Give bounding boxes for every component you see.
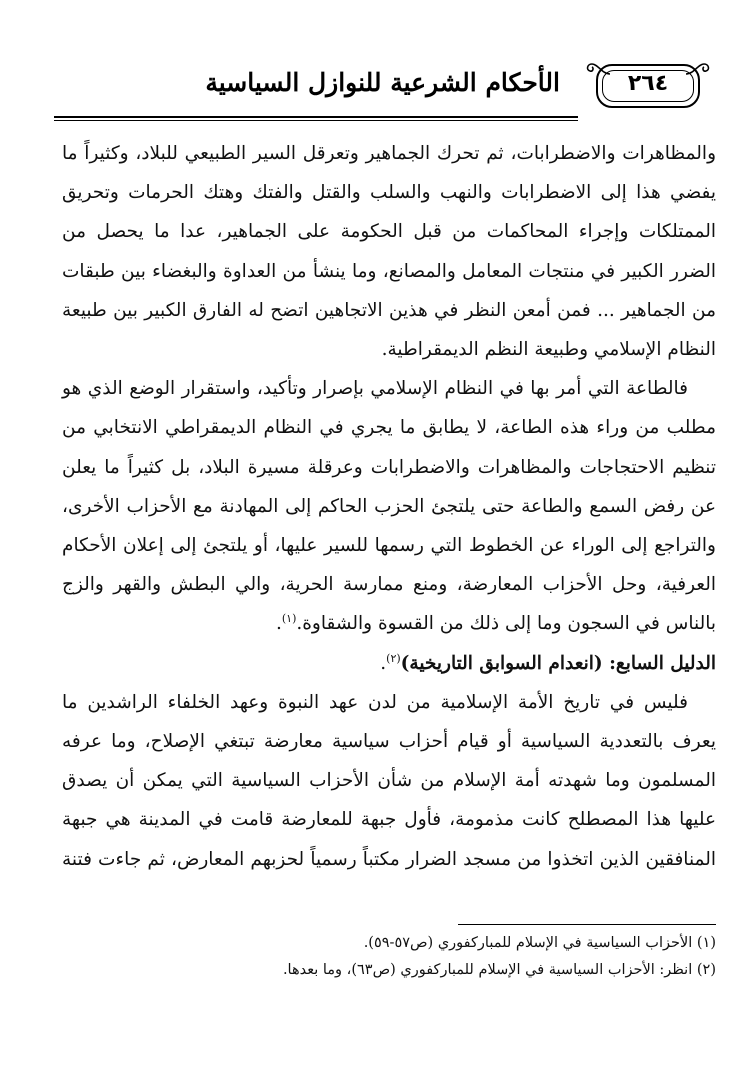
footnote-separator — [458, 924, 716, 925]
section-heading: الدليل السابع: (انعدام السوابق التاريخية)$^{(٢)}$. — [380, 651, 716, 674]
paragraph — [62, 683, 716, 879]
body-text — [62, 134, 716, 879]
footnotes — [62, 930, 716, 984]
footnote-ref: (٢) — [386, 651, 401, 665]
footnote: (٢) انظر: الأحزاب السياسية في الإسلام للمباركفوري (ص٦٣)، وما بعدها. — [282, 962, 716, 978]
header-rule — [54, 116, 578, 118]
paragraph — [62, 134, 716, 369]
paragraph-text: والمظاهرات والاضطرابات، ثم تحرك الجماهير وتعرقل السير الطبيعي للبلاد، وكثيراً ما يفضي هذا إلى الاضطرابات والنهب والسلب والقتل والفتك وهتك الحرمات وتحريق الممتلكات وإجراء المحاكمات من قبل الحكومة على الجماهير، عدا ما يحصل من الضرر الكبير في منتجات المعامل والمصانع، وما ينشأ من العداوة والبغضاء بين طبقات من الجماهير ... فمن أمعن النظر في هذين الاتجاهين اتضح له الفارق الكبير بين طبيعة النظام الإسلامي وطبيعة النظم الديمقراطية. — [62, 143, 716, 361]
page-number-frame — [596, 64, 700, 108]
header-rule-thin — [54, 120, 578, 121]
heading-text: الدليل السابع: (انعدام السوابق التاريخية) — [400, 652, 716, 674]
paragraph: فالطاعة التي أمر بها في النظام الإسلامي بإصرار وتأكيد، واستقرار الوضع الذي هو مطلب من وراء هذه الطاعة، لا يطابق ما يجري في النظام الديمقراطي الانتخابي من تنظيم الاحتجاجات والمظاهرات والاضطرابات وعرقلة مسيرة البلاد، بل كثيراً ما يعلن عن رفض السمع والطاعة حتى يلتجئ الحزب الحاكم إلى المهادنة مع الأحزاب الأخرى، والتراجع إلى الوراء عن الخطوط التي رسمها للسير عليها، أو يلتجئ إلى إعلان الأحكام العرفية، وحل الأحزاب المعارضة، ومنع ممارسة الحرية، والي البطش والقهر والزج بالناس في السجون وما إلى ذلك من القسوة والشقاوة.$^{(١)}$. — [62, 378, 716, 635]
running-title: الأحكام الشرعية للنوازل السياسية — [205, 68, 560, 97]
footnote-ref: (١) — [281, 612, 297, 626]
paragraph-text: فليس في تاريخ الأمة الإسلامية من لدن عهد النبوة وعهد الخلفاء الراشدين ما يعرف بالتعددية السياسية أو قيام أحزاب سياسية معارضة تبتغي الإصلاح، وما عرفه المسلمون وما شهدته أمة الإسلام من شأن الأحزاب السياسية التي يمكن أن يصدق عليها هذا المصطلح كانت مذمومة، فأول جبهة للمعارضة قامت في المدينة هي جبهة المنافقين الذين اتخذوا من مسجد الضرار مكتباً رسمياً لحزبهم المعارض، ثم جاءت فتنة — [62, 691, 716, 870]
paragraph-text: فالطاعة التي أمر بها في النظام الإسلامي بإصرار وتأكيد، واستقرار الوضع الذي هو مطلب من وراء هذه الطاعة، لا يطابق ما يجري في النظام الديمقراطي الانتخابي من تنظيم الاحتجاجات والمظاهرات والاضطرابات وعرقلة مسيرة البلاد، بل كثيراً ما يعلن عن رفض السمع والطاعة حتى يلتجئ الحزب الحاكم إلى المهادنة مع الأحزاب الأخرى، والتراجع إلى الوراء عن الخطوط التي رسمها للسير عليها، أو يلتجئ إلى إعلان الأحكام العرفية، وحل الأحزاب المعارضة، ومنع ممارسة الحرية، والي البطش والقهر والزج بالناس في السجون وما إلى ذلك من القسوة والشقاوة. — [62, 378, 716, 635]
page-number: ٢٦٤ — [627, 71, 669, 96]
footnote: (١) الأحزاب السياسية في الإسلام للمباركفوري (ص٥٧-٥٩). — [363, 935, 716, 951]
page-header — [40, 56, 710, 126]
